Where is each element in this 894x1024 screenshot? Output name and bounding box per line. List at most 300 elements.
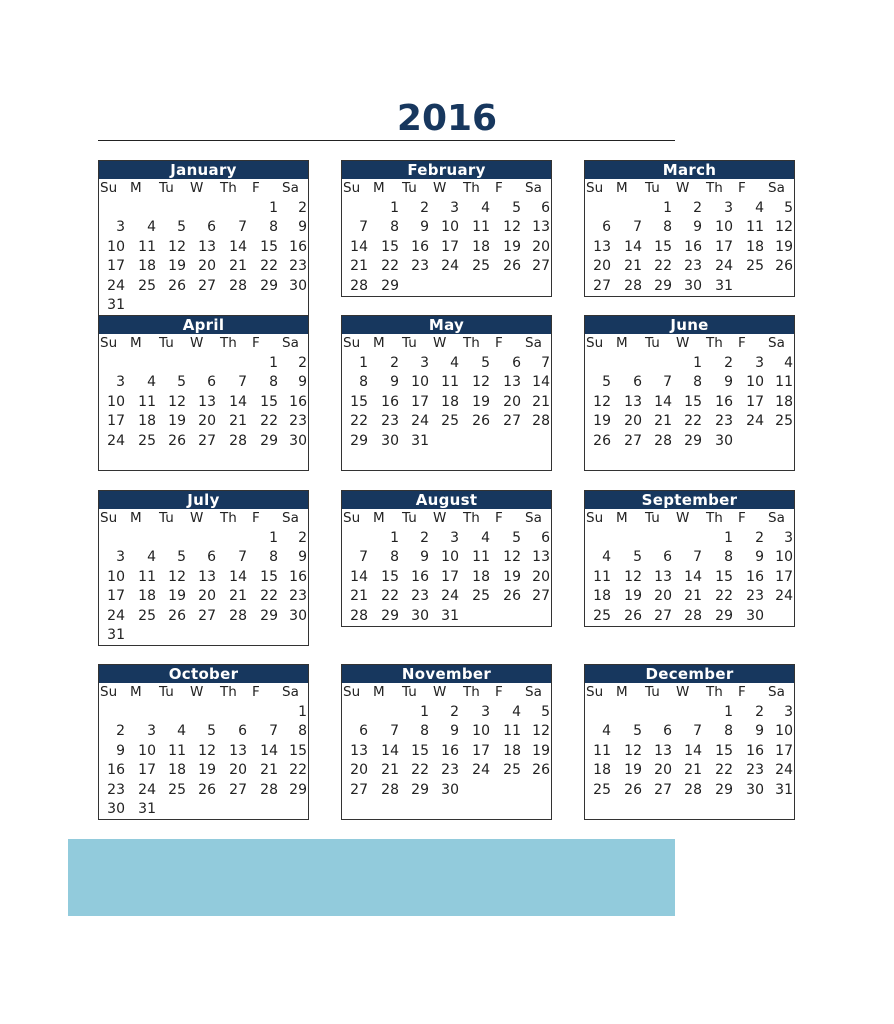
week-row <box>585 548 794 568</box>
day-number: 13 <box>624 393 642 410</box>
day-number: 2 <box>298 199 307 216</box>
day-number: 24 <box>107 277 125 294</box>
day-number: 19 <box>198 762 216 778</box>
day-number: 6 <box>602 219 611 235</box>
day-number: 29 <box>684 432 702 449</box>
day-number: 3 <box>116 374 125 390</box>
day-number: 29 <box>381 607 399 624</box>
week-row <box>585 568 794 588</box>
day-number: 20 <box>624 413 642 429</box>
day-number: 22 <box>260 588 278 604</box>
day-number: 12 <box>168 568 186 585</box>
day-number: 25 <box>775 413 793 429</box>
week-row <box>585 529 794 549</box>
weekday-label: Su <box>586 180 604 196</box>
day-number: 27 <box>229 781 247 798</box>
day-number: 27 <box>593 277 611 294</box>
day-number: 19 <box>624 588 642 604</box>
weekday-label: W <box>433 510 447 526</box>
day-number: 25 <box>168 781 186 798</box>
week-row <box>342 199 551 219</box>
week-row <box>342 432 551 452</box>
day-number: 9 <box>724 374 733 390</box>
day-number: 21 <box>260 762 278 778</box>
day-number: 12 <box>503 219 521 235</box>
day-number: 10 <box>107 238 125 255</box>
day-number: 5 <box>207 723 216 739</box>
day-number: 12 <box>624 742 642 759</box>
day-number: 25 <box>472 588 490 604</box>
day-number: 19 <box>503 568 521 585</box>
day-number: 4 <box>147 374 156 390</box>
footer-band <box>68 839 675 916</box>
day-number: 19 <box>168 588 186 604</box>
month-name: February <box>342 161 551 179</box>
day-number: 7 <box>390 723 399 739</box>
month-april <box>98 315 309 471</box>
day-number: 18 <box>168 762 186 778</box>
week-row <box>99 393 308 413</box>
week-row <box>99 218 308 238</box>
day-number: 2 <box>450 703 459 720</box>
weekday-label: Su <box>100 335 118 351</box>
day-number: 8 <box>724 549 733 565</box>
week-row <box>585 393 794 413</box>
day-number: 6 <box>359 723 368 739</box>
day-number: 10 <box>775 723 793 739</box>
day-number: 5 <box>541 703 550 720</box>
day-number: 15 <box>260 393 278 410</box>
weekday-header <box>342 509 551 529</box>
weekday-label: Tu <box>645 684 660 700</box>
month-name: August <box>342 491 551 509</box>
week-row <box>99 703 308 723</box>
day-number: 4 <box>147 549 156 565</box>
weekday-label: Tu <box>402 684 417 700</box>
day-number: 14 <box>624 238 642 255</box>
weekday-label: W <box>676 510 690 526</box>
weekday-label: F <box>738 180 746 196</box>
week-row <box>99 781 308 801</box>
day-number: 31 <box>138 801 156 817</box>
day-number: 18 <box>472 238 490 255</box>
day-number: 25 <box>593 781 611 798</box>
day-number: 9 <box>450 723 459 739</box>
weekday-label: Sa <box>525 180 542 196</box>
day-number: 17 <box>441 238 459 255</box>
weekday-label: F <box>495 180 503 196</box>
day-number: 22 <box>260 258 278 274</box>
week-row <box>585 587 794 607</box>
weekday-label: F <box>495 684 503 700</box>
day-number: 8 <box>724 723 733 739</box>
day-number: 10 <box>107 568 125 585</box>
weekday-label: Sa <box>525 684 542 700</box>
day-number: 13 <box>350 742 368 759</box>
day-number: 2 <box>724 354 733 371</box>
day-number: 23 <box>411 258 429 274</box>
weekday-label: Th <box>706 335 723 351</box>
week-row <box>342 568 551 588</box>
day-number: 11 <box>441 374 459 390</box>
day-number: 30 <box>289 607 307 624</box>
weekday-label: Tu <box>645 180 660 196</box>
weekday-label: Su <box>343 684 361 700</box>
day-number: 3 <box>420 354 429 371</box>
day-number: 22 <box>654 258 672 274</box>
weekday-label: W <box>676 180 690 196</box>
day-number: 31 <box>107 297 125 313</box>
week-row <box>585 607 794 627</box>
weekday-label: M <box>130 684 142 700</box>
day-number: 21 <box>532 393 550 410</box>
day-number: 19 <box>593 413 611 429</box>
day-number: 2 <box>755 529 764 546</box>
day-number: 13 <box>229 742 247 759</box>
day-number: 25 <box>746 258 764 274</box>
day-number: 19 <box>472 393 490 410</box>
day-number: 30 <box>746 781 764 798</box>
day-number: 14 <box>229 238 247 255</box>
day-number: 11 <box>472 219 490 235</box>
day-number: 15 <box>684 393 702 410</box>
day-number: 2 <box>693 199 702 216</box>
day-number: 10 <box>746 374 764 390</box>
weekday-label: M <box>130 180 142 196</box>
week-row <box>99 412 308 432</box>
day-number: 18 <box>593 762 611 778</box>
weekday-header <box>585 683 794 703</box>
day-number: 11 <box>138 238 156 255</box>
week-row <box>99 373 308 393</box>
weekday-label: Th <box>463 510 480 526</box>
week-row <box>99 529 308 549</box>
week-row <box>342 529 551 549</box>
day-number: 21 <box>684 588 702 604</box>
day-number: 28 <box>624 277 642 294</box>
day-number: 5 <box>177 549 186 565</box>
day-number: 12 <box>775 219 793 235</box>
day-number: 30 <box>746 607 764 624</box>
day-number: 26 <box>198 781 216 798</box>
day-number: 30 <box>411 607 429 624</box>
weekday-label: Th <box>463 335 480 351</box>
day-number: 18 <box>503 742 521 759</box>
day-number: 25 <box>593 607 611 624</box>
day-number: 1 <box>390 199 399 216</box>
day-number: 2 <box>420 199 429 216</box>
weekday-header <box>99 683 308 703</box>
day-number: 13 <box>503 374 521 390</box>
week-row <box>342 722 551 742</box>
month-name: June <box>585 316 794 334</box>
day-number: 3 <box>450 199 459 216</box>
day-number: 14 <box>229 568 247 585</box>
day-number: 9 <box>116 742 125 759</box>
day-number: 27 <box>198 277 216 294</box>
day-number: 30 <box>381 432 399 449</box>
day-number: 12 <box>503 549 521 565</box>
day-number: 17 <box>441 568 459 585</box>
weekday-label: M <box>373 180 385 196</box>
day-number: 24 <box>138 781 156 798</box>
day-number: 29 <box>260 277 278 294</box>
day-number: 1 <box>359 354 368 371</box>
day-number: 10 <box>411 374 429 390</box>
day-number: 6 <box>663 549 672 565</box>
week-row <box>342 238 551 258</box>
day-number: 1 <box>724 529 733 546</box>
weekday-label: F <box>495 510 503 526</box>
day-number: 14 <box>684 742 702 759</box>
week-row <box>99 568 308 588</box>
week-row <box>342 373 551 393</box>
day-number: 7 <box>693 549 702 565</box>
day-number: 14 <box>350 238 368 255</box>
day-number: 3 <box>784 529 793 546</box>
weekday-label: Sa <box>768 180 785 196</box>
day-number: 9 <box>390 374 399 390</box>
day-number: 26 <box>593 432 611 449</box>
day-number: 26 <box>168 277 186 294</box>
day-number: 1 <box>420 703 429 720</box>
day-number: 18 <box>441 393 459 410</box>
day-number: 8 <box>298 723 307 739</box>
day-number: 1 <box>663 199 672 216</box>
day-number: 12 <box>593 393 611 410</box>
month-september <box>584 490 795 627</box>
weekday-label: F <box>252 335 260 351</box>
day-number: 11 <box>746 219 764 235</box>
day-number: 8 <box>269 219 278 235</box>
day-number: 5 <box>481 354 490 371</box>
day-number: 16 <box>441 742 459 759</box>
day-number: 20 <box>532 568 550 585</box>
day-number: 24 <box>715 258 733 274</box>
day-number: 22 <box>289 762 307 778</box>
weekday-header <box>342 683 551 703</box>
day-number: 21 <box>229 588 247 604</box>
day-number: 17 <box>107 413 125 429</box>
day-number: 28 <box>229 607 247 624</box>
weekday-label: W <box>676 684 690 700</box>
day-number: 22 <box>411 762 429 778</box>
day-number: 6 <box>207 219 216 235</box>
day-number: 9 <box>420 549 429 565</box>
day-number: 29 <box>654 277 672 294</box>
week-row <box>99 722 308 742</box>
weekday-label: Sa <box>525 510 542 526</box>
day-number: 17 <box>138 762 156 778</box>
day-number: 28 <box>260 781 278 798</box>
day-number: 5 <box>177 374 186 390</box>
day-number: 28 <box>654 432 672 449</box>
day-number: 22 <box>715 762 733 778</box>
day-number: 5 <box>602 374 611 390</box>
day-number: 26 <box>503 588 521 604</box>
day-number: 23 <box>289 258 307 274</box>
day-number: 6 <box>541 199 550 216</box>
weekday-label: Th <box>706 684 723 700</box>
day-number: 30 <box>289 432 307 449</box>
weekday-header <box>99 334 308 354</box>
month-name: September <box>585 491 794 509</box>
week-row <box>99 607 308 627</box>
day-number: 7 <box>238 374 247 390</box>
week-row <box>342 703 551 723</box>
day-number: 10 <box>107 393 125 410</box>
weekday-label: Tu <box>159 684 174 700</box>
day-number: 7 <box>269 723 278 739</box>
day-number: 28 <box>229 432 247 449</box>
weekday-label: Th <box>220 684 237 700</box>
day-number: 26 <box>624 781 642 798</box>
day-number: 18 <box>472 568 490 585</box>
day-number: 16 <box>107 762 125 778</box>
day-number: 9 <box>693 219 702 235</box>
day-number: 21 <box>654 413 672 429</box>
month-august <box>341 490 552 627</box>
day-number: 24 <box>107 432 125 449</box>
day-number: 2 <box>298 354 307 371</box>
day-number: 24 <box>411 413 429 429</box>
day-number: 3 <box>755 354 764 371</box>
weekday-label: Th <box>220 335 237 351</box>
day-number: 4 <box>602 723 611 739</box>
day-number: 23 <box>107 781 125 798</box>
day-number: 27 <box>503 413 521 429</box>
day-number: 14 <box>260 742 278 759</box>
day-number: 23 <box>381 413 399 429</box>
week-row <box>99 432 308 452</box>
weekday-label: Th <box>706 510 723 526</box>
week-row <box>342 257 551 277</box>
day-number: 29 <box>260 607 278 624</box>
week-row <box>99 296 308 316</box>
week-row <box>342 218 551 238</box>
day-number: 14 <box>381 742 399 759</box>
day-number: 4 <box>481 199 490 216</box>
day-number: 4 <box>450 354 459 371</box>
day-number: 11 <box>138 393 156 410</box>
day-number: 17 <box>472 742 490 759</box>
day-number: 4 <box>784 354 793 371</box>
week-row <box>585 373 794 393</box>
day-number: 11 <box>472 549 490 565</box>
day-number: 9 <box>298 219 307 235</box>
day-number: 12 <box>624 568 642 585</box>
day-number: 13 <box>532 549 550 565</box>
day-number: 22 <box>260 413 278 429</box>
day-number: 3 <box>147 723 156 739</box>
weekday-label: Tu <box>402 510 417 526</box>
weekday-header <box>585 179 794 199</box>
weekday-label: Su <box>586 684 604 700</box>
day-number: 9 <box>298 549 307 565</box>
week-row <box>585 199 794 219</box>
day-number: 13 <box>532 219 550 235</box>
day-number: 4 <box>755 199 764 216</box>
day-number: 7 <box>238 549 247 565</box>
day-number: 3 <box>481 703 490 720</box>
day-number: 15 <box>350 393 368 410</box>
day-number: 20 <box>198 588 216 604</box>
day-number: 26 <box>532 762 550 778</box>
day-number: 29 <box>260 432 278 449</box>
week-row <box>585 781 794 801</box>
day-number: 16 <box>746 568 764 585</box>
day-number: 7 <box>359 219 368 235</box>
day-number: 19 <box>503 238 521 255</box>
day-number: 1 <box>390 529 399 546</box>
day-number: 19 <box>168 258 186 274</box>
day-number: 14 <box>654 393 672 410</box>
day-number: 14 <box>229 393 247 410</box>
day-number: 27 <box>198 607 216 624</box>
weekday-label: Sa <box>282 510 299 526</box>
day-number: 6 <box>512 354 521 371</box>
weekday-label: Su <box>100 510 118 526</box>
day-number: 23 <box>441 762 459 778</box>
day-number: 12 <box>472 374 490 390</box>
day-number: 27 <box>654 781 672 798</box>
week-row <box>342 354 551 374</box>
day-number: 9 <box>298 374 307 390</box>
day-number: 15 <box>411 742 429 759</box>
week-row <box>585 742 794 762</box>
weekday-label: M <box>130 510 142 526</box>
day-number: 6 <box>207 549 216 565</box>
weekday-label: Th <box>463 684 480 700</box>
month-july <box>98 490 309 646</box>
day-number: 21 <box>229 413 247 429</box>
week-row <box>99 800 308 820</box>
week-row <box>99 277 308 297</box>
weekday-label: Tu <box>159 180 174 196</box>
day-number: 13 <box>198 568 216 585</box>
day-number: 4 <box>481 529 490 546</box>
day-number: 16 <box>289 568 307 585</box>
day-number: 16 <box>411 568 429 585</box>
weekday-label: Th <box>220 510 237 526</box>
year-title: 2016 <box>396 98 498 139</box>
day-number: 7 <box>238 219 247 235</box>
weekday-header <box>99 179 308 199</box>
day-number: 12 <box>532 723 550 739</box>
day-number: 2 <box>116 723 125 739</box>
day-number: 28 <box>532 413 550 429</box>
day-number: 6 <box>541 529 550 546</box>
weekday-label: F <box>738 510 746 526</box>
weekday-label: Su <box>586 510 604 526</box>
week-row <box>342 761 551 781</box>
day-number: 12 <box>198 742 216 759</box>
day-number: 19 <box>775 238 793 255</box>
day-number: 5 <box>512 529 521 546</box>
weekday-label: Sa <box>525 335 542 351</box>
month-name: April <box>99 316 308 334</box>
day-number: 29 <box>411 781 429 798</box>
week-row <box>342 587 551 607</box>
week-row <box>99 587 308 607</box>
day-number: 20 <box>198 258 216 274</box>
day-number: 23 <box>715 413 733 429</box>
day-number: 20 <box>198 413 216 429</box>
day-number: 23 <box>684 258 702 274</box>
week-row <box>99 742 308 762</box>
weekday-label: M <box>130 335 142 351</box>
day-number: 10 <box>715 219 733 235</box>
